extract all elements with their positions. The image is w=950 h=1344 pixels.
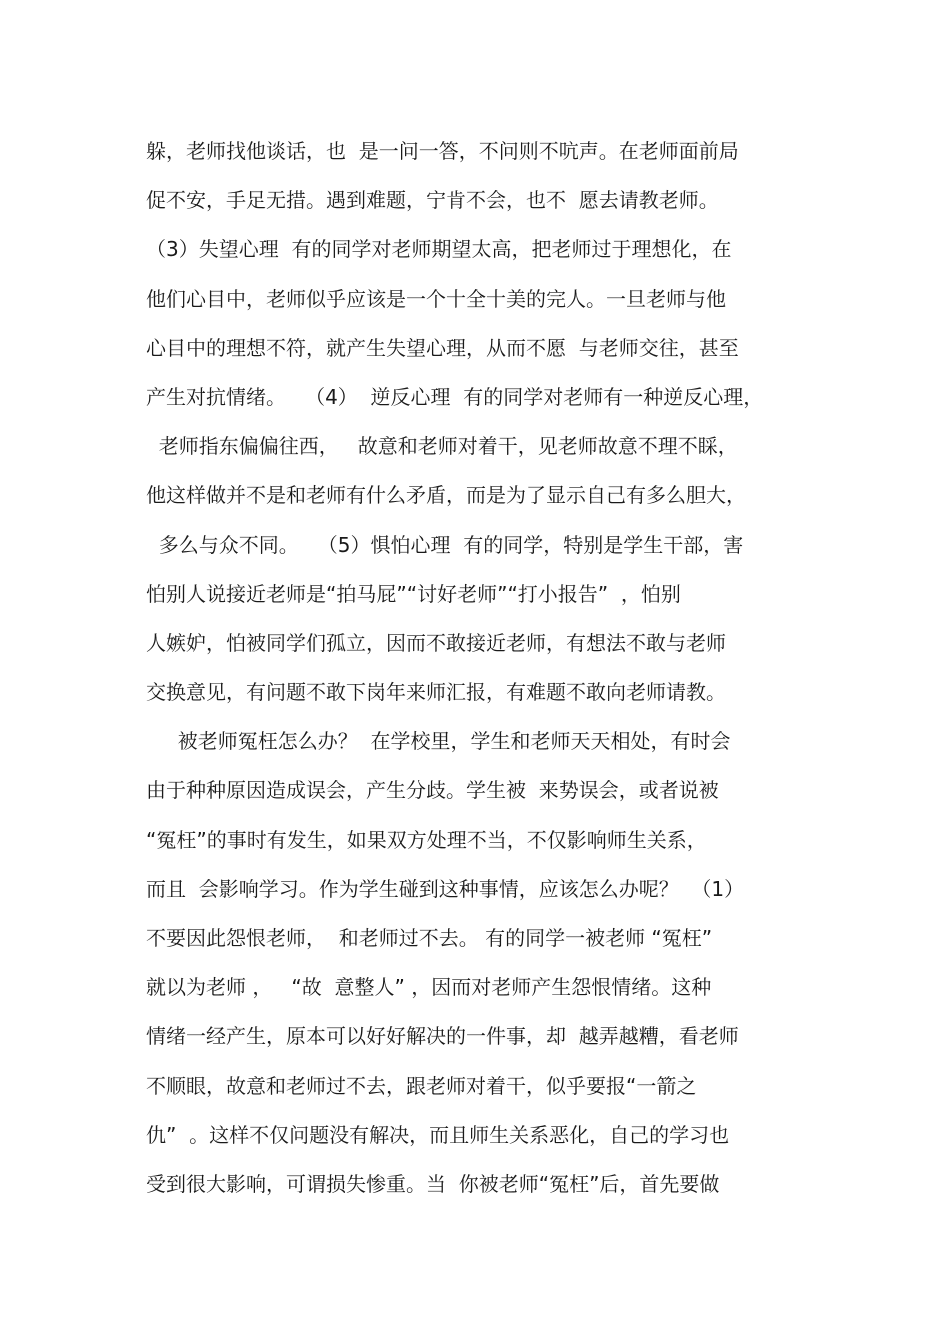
text-line: 躲，老师找他谈话，也 是一问一答，不问则不吭声。在老师面前局 [146,139,739,163]
text-line: 被老师冤枉怎么办？ 在学校里，学生和老师天天相处，有时会 [146,729,731,754]
text-line: 交换意见，有问题不敢下岗年来师汇报，有难题不敢向老师请教。 [146,680,726,705]
text-line: （3）失望心理 有的同学对老师期望太高，把老师过于理想化，在 [146,237,732,262]
text-line: 多么与众不同。 （5）惧怕心理 有的同学，特别是学生干部，害 [146,532,744,557]
text-line: 不顺眼，故意和老师过不去，跟老师对着干，似乎要报“一箭之 [146,1073,697,1098]
text-line: 老师指东偏偏往西， 故意和老师对着干，见老师故意不理不睬， [146,434,738,459]
text-line: 人嫉妒，怕被同学们孤立，因而不敢接近老师，有想法不敢与老师 [146,630,726,655]
text-line: 就以为老师 ， “故 意整人” ，因而对老师产生怨恨情绪。这种 [146,975,712,1000]
text-line: 不要因此怨恨老师， 和老师过不去。 有的同学一被老师 “冤枉” [146,926,713,950]
text-line: 心目中的理想不符，就产生失望心理，从而不愿 与老师交往，甚至 [146,335,739,360]
text-line: 他们心目中，老师似乎应该是一个十全十美的完人。一旦老师与他 [146,286,726,311]
text-line: 怕别人说接近老师是“拍马屁”“讨好老师”“打小报告” ，怕别 [146,581,681,606]
text-line: 他这样做并不是和老师有什么矛盾，而是为了显示自己有多么胆大， [146,483,746,508]
text-line: 产生对抗情绪。 （4） 逆反心理 有的同学对老师有一种逆反心理， [146,384,764,409]
text-line: 情绪一经产生，原本可以好好解决的一件事，却 越弄越糟，看老师 [146,1024,739,1049]
text-line: “冤枉”的事时有发生，如果双方处理不当，不仅影响师生关系， [146,827,707,852]
text-line: 而且 会影响学习。作为学生碰到这种事情，应该怎么办呢？ （1） [146,876,745,901]
text-line: 由于种种原因造成误会，产生分歧。学生被 来势误会，或者说被 [146,778,719,803]
text-line: 受到很大影响，可谓损失惨重。当 你被老师“冤枉”后，首先要做 [146,1171,720,1196]
text-line: 仇” 。这样不仅问题没有解决，而且师生关系恶化，自己的学习也 [146,1122,730,1147]
body-text [146,127,826,1209]
text-line: 促不安，手足无措。遇到难题，宁肯不会，也不 愿去请教老师。 [146,188,719,213]
